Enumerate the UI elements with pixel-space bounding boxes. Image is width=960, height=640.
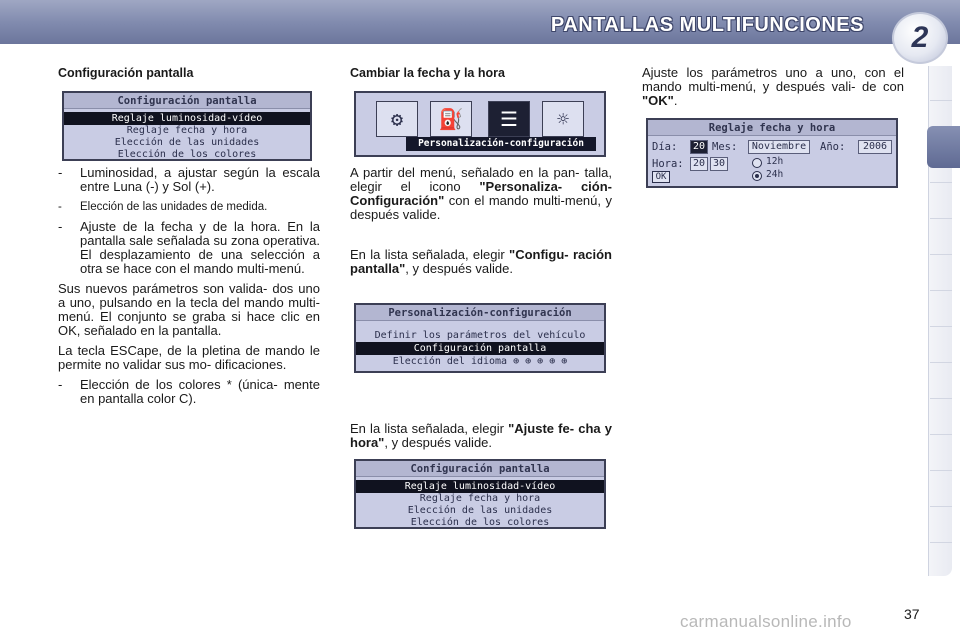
paragraph: La tecla ESCape, de la pletina de mando le permite no validar sus mo- dificaciones. (58, 343, 320, 372)
text-bold: "OK" (642, 93, 674, 108)
bullet-item (58, 200, 320, 214)
brightness-glyph: ☼ (556, 107, 570, 131)
column-1-body (58, 166, 320, 412)
brightness-icon (542, 101, 584, 137)
tab-divider (930, 100, 952, 101)
tab-divider (930, 434, 952, 435)
column-3 (642, 66, 904, 108)
fuel-icon (430, 101, 472, 137)
lcd-screen-icons (354, 91, 606, 157)
radio-12h (752, 158, 762, 168)
chapter-badge (892, 12, 948, 64)
chapter-number: 2 (911, 21, 929, 54)
car-settings-glyph: ⚙ (390, 107, 404, 131)
text-run: con el mando multi-menú, y después valide. (350, 193, 612, 222)
lcd-row-selected: Reglaje luminosidad-vídeo (356, 480, 604, 493)
chapter-tab-active (927, 126, 960, 168)
lcd-row: Elección de los colores (410, 517, 550, 528)
text-run: En la lista señalada, elegir (350, 247, 510, 262)
tab-divider (930, 398, 952, 399)
year-label: Año: (820, 141, 846, 153)
text-run: Ajuste los parámetros uno a uno, con el mando multi-menú, y después vali- de con (642, 65, 904, 94)
hour-label: Hora: (652, 158, 684, 170)
car-settings-icon (376, 101, 418, 137)
bullet-text: Luminosidad, a ajustar según la escala entre Luna (-) y Sol (+). (80, 165, 320, 194)
day-label: Día: (652, 141, 678, 153)
bullet-dash: - (58, 165, 63, 180)
bullet-item (58, 220, 320, 276)
column-2 (350, 66, 612, 86)
bullet-text: Ajuste de la fecha y de la hora. En la pantalla sale señalada su zona operativa. El desplazamiento de una selección a otra se hace con el mando multi-menú. (80, 219, 320, 276)
bullet-item (58, 378, 320, 406)
lcd-row: Elección de las unidades (114, 137, 260, 148)
lcd-title: Personalización-configuración (356, 305, 604, 321)
tab-divider (930, 470, 952, 471)
lcd-menu-bar: Personalización-configuración (406, 137, 596, 151)
paragraph (350, 248, 612, 276)
lcd-row-selected: Configuración pantalla (356, 342, 604, 355)
month-label: Mes: (712, 141, 738, 153)
text-run: En la lista señalada, elegir (350, 421, 509, 436)
day-field: 20 (690, 140, 708, 154)
lcd-screen-personalizacion (354, 303, 606, 373)
page-title: PANTALLAS MULTIFUNCIONES (550, 14, 864, 36)
text-bold: "Ajuste fe- cha y hora" (350, 421, 612, 450)
lcd-row: Reglaje fecha y hora (126, 125, 248, 136)
tab-divider (930, 182, 952, 183)
minute-field: 30 (710, 157, 728, 171)
section-heading: Cambiar la fecha y la hora (350, 66, 505, 80)
lcd-screen-date-time (646, 118, 898, 188)
text-run: . (673, 93, 678, 108)
paragraph: Sus nuevos parámetros son valida- dos uno a uno, pulsando en la tecla del mando multi-menú. El conjunto se graba si hace clic en OK, señalado en la pantalla. (58, 281, 320, 338)
bullet-dash: - (58, 377, 63, 392)
sliders-icon (488, 101, 530, 137)
paragraph (350, 422, 612, 450)
lcd-row: Elección de los colores (117, 149, 257, 160)
ok-button: OK (652, 171, 670, 183)
column-2-text-3 (350, 422, 612, 450)
month-field: Noviembre (748, 140, 810, 154)
lcd-row: Elección del idioma ⊕ ⊕ ⊕ ⊕ ⊕ (392, 356, 568, 367)
bullet-dash: - (58, 201, 62, 213)
text-run: , y después valide. (405, 261, 513, 276)
tab-divider (930, 506, 952, 507)
text-bold: "Personaliza- ción-Configuración" (350, 179, 612, 208)
sliders-glyph: ☰ (500, 107, 518, 131)
paragraph (350, 166, 612, 222)
fuel-glyph: ⛽ (438, 107, 464, 131)
text-bold: "Configu- ración pantalla" (350, 247, 612, 276)
bullet-text: Elección de las unidades de medida. (80, 201, 268, 213)
page-number: 37 (904, 606, 920, 622)
tab-divider (930, 362, 952, 363)
text-run: , y después valide. (384, 435, 493, 450)
page-header (0, 0, 960, 62)
watermark: carmanualsonline.info (680, 612, 852, 631)
tab-divider (930, 218, 952, 219)
paragraph (642, 66, 904, 108)
hour-field: 20 (690, 157, 708, 171)
bullet-item (58, 166, 320, 194)
option-12h-label: 12h (766, 156, 784, 167)
tab-divider (930, 326, 952, 327)
lcd-row-selected: Reglaje luminosidad-vídeo (64, 112, 310, 125)
column-2-text-2 (350, 248, 612, 276)
lcd-screen-config-2 (354, 459, 606, 529)
column-1 (58, 66, 320, 86)
lcd-title: Configuración pantalla (356, 461, 604, 477)
year-field: 2006 (858, 140, 892, 154)
lcd-screen-config (62, 91, 312, 161)
tab-divider (930, 542, 952, 543)
option-24h-label: 24h (766, 169, 784, 180)
lcd-row: Definir los parámetros del vehículo (374, 330, 586, 341)
bullet-text: Elección de los colores * (única- mente en pantalla color C). (80, 377, 320, 406)
lcd-title: Reglaje fecha y hora (648, 120, 896, 136)
tab-divider (930, 290, 952, 291)
bullet-dash: - (58, 219, 63, 234)
lcd-title: Configuración pantalla (64, 93, 310, 109)
column-2-text-1 (350, 166, 612, 222)
text-run: A partir del menú, señalado en la pan- talla, elegir el icono (350, 165, 612, 194)
lcd-row: Reglaje fecha y hora (419, 493, 541, 504)
lcd-row: Elección de las unidades (407, 505, 553, 516)
section-heading: Configuración pantalla (58, 66, 194, 80)
radio-24h (752, 171, 762, 181)
tab-divider (930, 254, 952, 255)
